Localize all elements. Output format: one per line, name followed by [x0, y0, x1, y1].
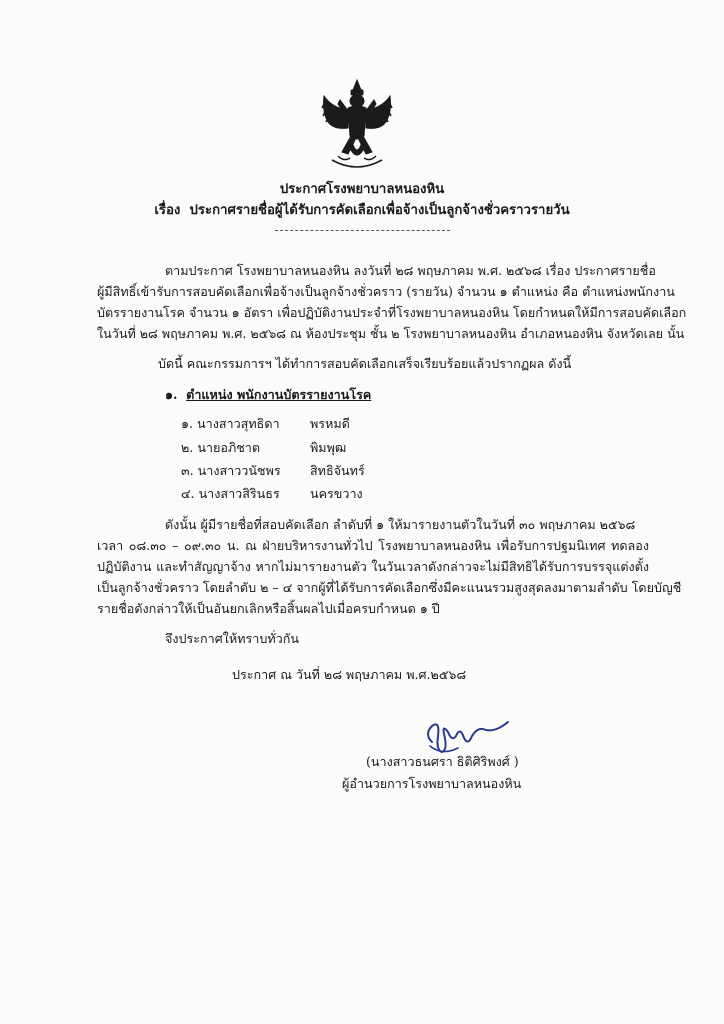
signature-scribble	[412, 712, 522, 760]
candidate-surname: พิมพุฒ	[310, 440, 347, 455]
closing-text: จึงประกาศให้ทราบทั่วกัน	[165, 631, 299, 646]
para1-line: ในวันที่ ๒๘ พฤษภาคม พ.ศ. ๒๕๖๘ ณ ห้องประชุม ชั้น ๒ โรงพยาบาลหนองหิน อำเภอหนองหิน จังหวัดเลย นั้น	[97, 326, 685, 341]
candidate-no: ๔.	[181, 486, 195, 501]
para3-line: ดังนั้น ผู้มีรายชื่อที่สอบคัดเลือก ลำดับที่ ๑ ให้มารายงานตัวในวันที่ ๓๐ พฤษภาคม ๒๕๖๘	[165, 517, 636, 532]
date-line: ประกาศ ณ วันที่ ๒๘ พฤษภาคม พ.ศ.๒๕๖๘	[232, 667, 467, 682]
position-number: ๑.	[165, 387, 178, 402]
candidate-name: นางสาวสุทธิดา	[197, 416, 280, 431]
candidate-name: นางสาวสิรินธร	[198, 486, 280, 501]
candidate-no: ๓.	[181, 463, 194, 478]
list-item	[181, 440, 260, 456]
para1-line: ผู้มีสิทธิ์เข้ารับการสอบคัดเลือกเพื่อจ้างเป็นลูกจ้างชั่วคราว (รายวัน) จำนวน ๑ ตำแหน่ง คือ ตำแหน่งพนักงาน	[97, 284, 675, 299]
subject-text: ประกาศรายชื่อผู้ได้รับการคัดเลือกเพื่อจ้างเป็นลูกจ้างชั่วคราวรายวัน	[189, 203, 570, 218]
candidate-no: ๒.	[181, 440, 194, 455]
list-item	[181, 486, 280, 502]
candidate-name: นายอภิชาต	[197, 440, 261, 455]
position-heading	[165, 387, 371, 403]
para1-line: บัตรรายงานโรค จำนวน ๑ อัตรา เพื่อปฏิบัติงานประจำที่โรงพยาบาลหนองหิน โดยกำหนดให้มีการสอบคัดเลือก	[97, 305, 687, 320]
position-label: ตำแหน่ง พนักงานบัตรรายงานโรค	[186, 387, 372, 402]
para3-line: รายชื่อดังกล่าวให้เป็นอันยกเลิกหรือสิ้นผลไปเมื่อครบกำหนด ๑ ปี	[97, 601, 440, 616]
subject-line	[0, 203, 724, 219]
list-item	[181, 463, 281, 479]
garuda-emblem-icon	[318, 78, 396, 174]
signatory-title: ผู้อำนวยการโรงพยาบาลหนองหิน	[342, 776, 522, 791]
para3-line: ปฏิบัติงาน และทำสัญญาจ้าง หากไม่มารายงานตัว ในวันเวลาดังกล่าวจะไม่มีสิทธิได้รับการบรรจุแต่งตั้ง	[97, 559, 649, 574]
para3-line: เป็นลูกจ้างชั่วคราว โดยลำดับ ๒ – ๔ จากผู้ที่ได้รับการคัดเลือกซึ่งมีคะแนนรวมสูงสุดลงมาตามลำดับ โดยบัญชี	[97, 580, 682, 595]
para3-line: เวลา ๐๘.๓๐ – ๐๙.๓๐ น. ณ ฝ่ายบริหารงานทั่วไป โรงพยาบาลหนองหิน เพื่อรับการปฐมนิเทศ ทดลอง	[97, 538, 649, 553]
candidate-surname: นครขวาง	[310, 486, 363, 501]
candidate-surname: สิทธิจันทร์	[310, 463, 365, 478]
candidate-surname: พรหมดี	[310, 416, 350, 431]
page-title: ประกาศโรงพยาบาลหนองหิน	[279, 182, 445, 197]
para1-line: ตามประกาศ โรงพยาบาลหนองหิน ลงวันที่ ๒๘ พฤษภาคม พ.ศ. ๒๕๖๘ เรื่อง ประกาศรายชื่อ	[165, 263, 656, 278]
candidate-no: ๑.	[181, 416, 193, 431]
list-item	[181, 416, 280, 432]
subject-label: เรื่อง	[154, 203, 181, 218]
signatory-name: (นางสาวธนศรา ธิติศิริพงศ์ )	[366, 754, 519, 769]
title-divider	[275, 230, 450, 231]
para2-text: บัดนี้ คณะกรรมการฯ ได้ทำการสอบคัดเลือกเสร็จเรียบร้อยแล้วปรากฏผล ดังนี้	[158, 356, 572, 371]
candidate-name: นางสาววนัชพร	[197, 463, 281, 478]
